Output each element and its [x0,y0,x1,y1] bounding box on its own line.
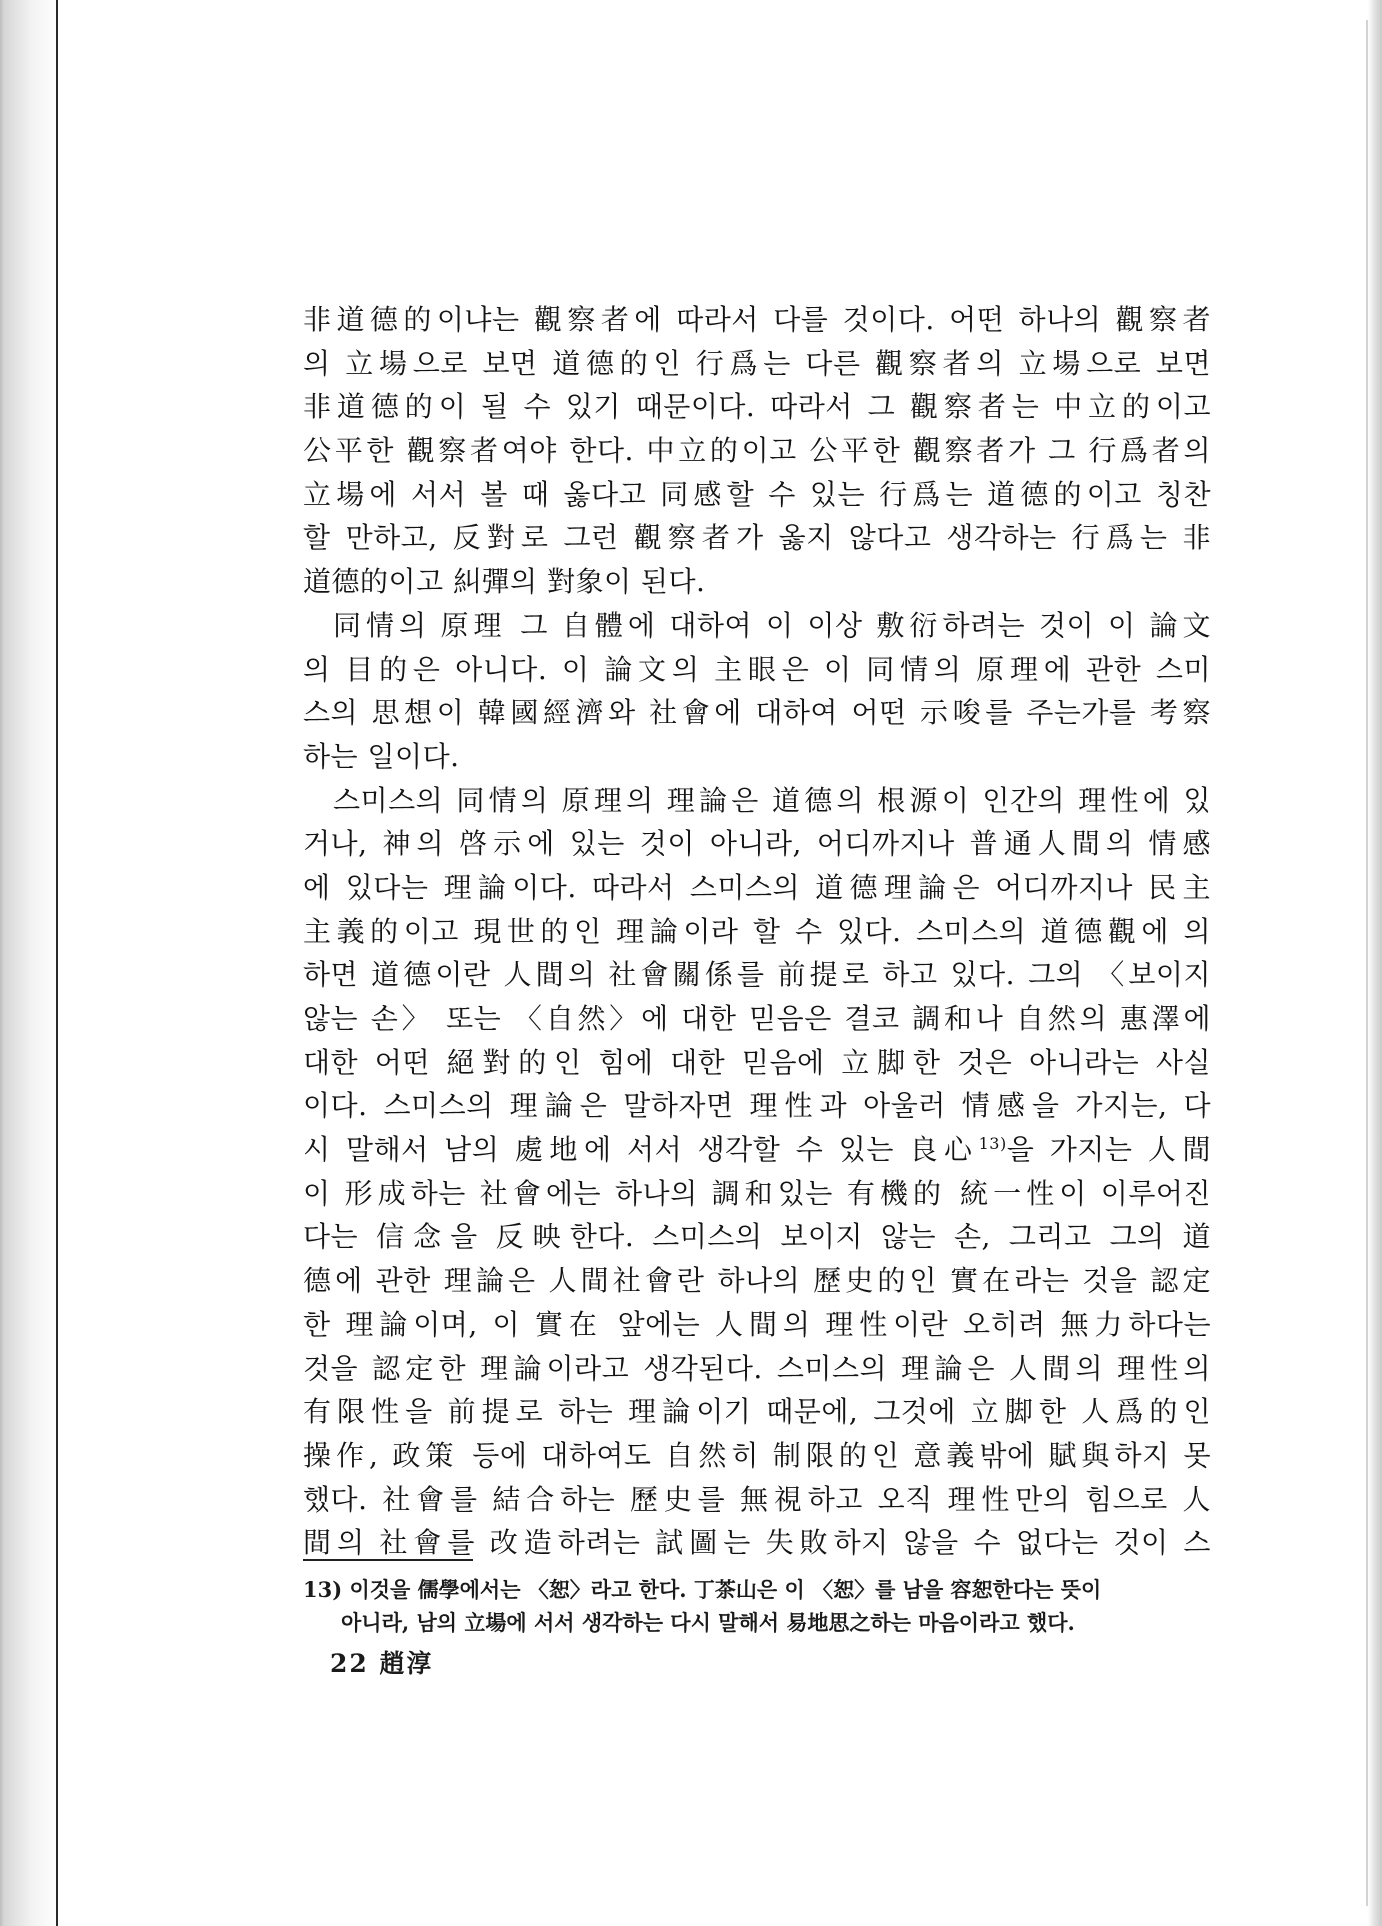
body-line-text: 을 가지는 人間 [1006,1133,1211,1167]
body-line: 公平한 觀察者여야 한다. 中立的이고 公平한 觀察者가 그 行爲者의 [303,434,1211,468]
body-line: 同情의 原理 그 自體에 대하여 이 이상 敷衍하려는 것이 이 論文 [333,608,1211,642]
body-line: 立場에 서서 볼 때 옳다고 同感할 수 있는 行爲는 道德的이고 칭찬 [303,477,1211,511]
page-number: 22 [330,1649,369,1678]
body-line: 다는 信念을 反映한다. 스미스의 보이지 않는 손, 그리고 그의 道 [303,1220,1211,1254]
body-line: 德에 관한 理論은 人間社會란 하나의 歷史的인 實在라는 것을 認定 [303,1264,1211,1298]
body-line [303,1128,1211,1172]
body-line: 間의 社會를 改造하려는 試圖는 失敗하지 않을 수 없다는 것이 스 [303,1526,1211,1560]
body-line-text: 시 말해서 남의 處地에 서서 생각할 수 있는 良心 [303,1133,979,1167]
body-line: 의 目的은 아니다. 이 論文의 主眼은 이 同情의 原理에 관한 스미 [303,652,1211,686]
body-line: 이다. 스미스의 理論은 말하자면 理性과 아울러 情感을 가지는, 다 [303,1089,1211,1123]
body-line: 非道德的이냐는 觀察者에 따라서 다를 것이다. 어떤 하나의 觀察者 [303,303,1211,336]
footnote-marker: 13) [978,1134,1007,1154]
page-shadow-right [1368,0,1382,1926]
body-line: 것을 認定한 理論이라고 생각된다. 스미스의 理論은 人間의 理性의 [303,1351,1211,1385]
footnote-line-2: 아니라, 남의 立場에 서서 생각하는 다시 말해서 易地思之하는 마음이라고 했다. [341,1610,1075,1635]
running-author: 趙淳 [379,1649,434,1678]
body-line: 하면 道德이란 人間의 社會關係를 前提로 하고 있다. 그의 〈보이지 [303,958,1211,992]
body-line: 에 있다는 理論이다. 따라서 스미스의 道德理論은 어디까지나 民主 [303,870,1211,904]
folio [330,1644,434,1680]
body-line: 道德的이고 糾彈의 對象이 된다. [303,565,706,599]
page-shadow-left [0,0,58,1926]
body-line: 한 理論이며, 이 實在 앞에는 人間의 理性이란 오히려 無力하다는 [303,1307,1211,1341]
body-line: 했다. 社會를 結合하는 歷史를 無視하고 오직 理性만의 힘으로 人 [303,1482,1211,1516]
body-line: 거나, 神의 啓示에 있는 것이 아니라, 어디까지나 普通人間의 情感 [303,827,1211,861]
body-line: 主義的이고 現世的인 理論이라 할 수 있다. 스미스의 道德觀에 의 [303,914,1211,948]
body-text [303,298,1211,1565]
body-line: 할 만하고, 反對로 그런 觀察者가 옳지 않다고 생각하는 行爲는 非 [303,521,1211,555]
body-line: 이 形成하는 社會에는 하나의 調和있는 有機的 統一性이 이루어진 [303,1176,1211,1210]
body-line: 有限性을 前提로 하는 理論이기 때문에, 그것에 立脚한 人爲的인 [303,1395,1211,1429]
body-line: 의 立場으로 보면 道德的인 行爲는 다른 觀察者의 立場으로 보면 [303,346,1211,380]
body-line: 스미스의 同情의 原理의 理論은 道德의 根源이 인간의 理性에 있 [333,783,1211,817]
body-line: 스의 思想이 韓國經濟와 社會에 대하여 어떤 示唆를 주는가를 考察 [303,696,1211,730]
footnote-rule [303,1559,473,1561]
body-line: 않는 손〉 또는 〈自然〉에 대한 믿음은 결코 調和나 自然의 惠澤에 [303,1002,1211,1035]
page-edge-line-right [1366,20,1368,1906]
footnote [303,1573,1211,1639]
page-spine-line [56,0,58,1926]
body-line: 대한 어떤 絕對的인 힘에 대한 믿음에 立脚한 것은 아니라는 사실 [303,1045,1211,1079]
body-line: 操作, 政策 등에 대하여도 自然히 制限的인 意義밖에 賦與하지 못 [303,1438,1211,1472]
footnote-line-1: 13) 이것을 儒學에서는 〈恕〉라고 한다. 丁茶山은 이 〈恕〉를 남을 容恕한다는 뜻이 [303,1577,1102,1602]
body-line: 하는 일이다. [303,739,460,773]
body-line: 非道德的이 될 수 있기 때문이다. 따라서 그 觀察者는 中立的이고 [303,390,1211,424]
